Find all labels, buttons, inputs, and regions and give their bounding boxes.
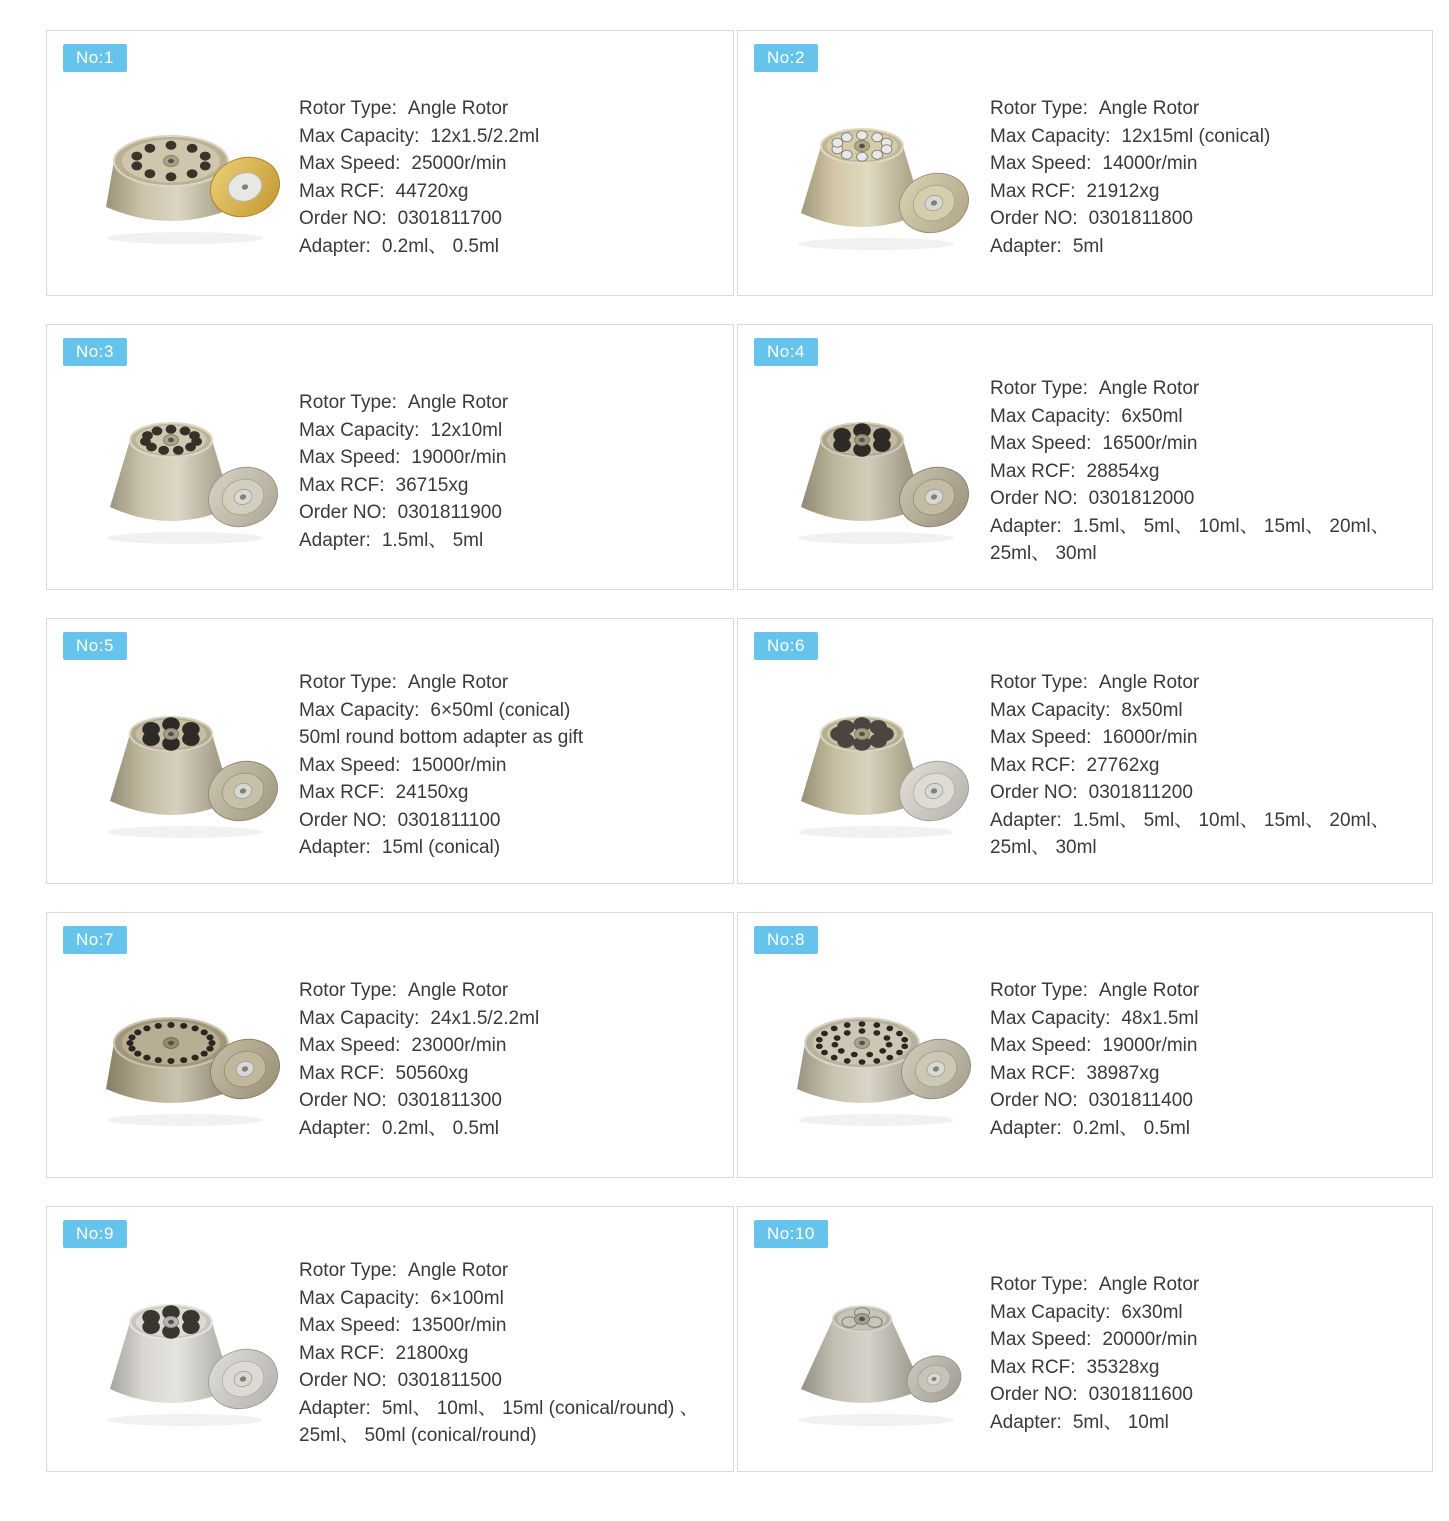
- spec-label: Order NO:: [299, 1370, 387, 1392]
- spec-label: Max Capacity:: [990, 699, 1111, 721]
- spec-value: Angle Rotor: [407, 392, 509, 413]
- product-card: [46, 618, 734, 884]
- spec-line: [990, 697, 1420, 725]
- spec-value: 6×50ml (conical): [430, 699, 571, 721]
- spec-value: 21800xg: [395, 1342, 469, 1364]
- spec-label: Rotor Type:: [299, 98, 397, 119]
- product-card-content: [47, 72, 733, 295]
- spec-label: Max Speed:: [299, 153, 401, 174]
- product-number-badge: No:6: [754, 632, 818, 660]
- spec-value: 0301811200: [1088, 782, 1193, 804]
- spec-value: 50ml round bottom adapter as gift: [299, 727, 584, 749]
- spec-value: 0301811400: [1088, 1090, 1193, 1111]
- spec-line: [299, 752, 721, 780]
- spec-label: Rotor Type:: [990, 1274, 1088, 1295]
- spec-line: [990, 205, 1420, 233]
- product-number-badge: No:3: [63, 338, 127, 366]
- product-card-content: [738, 1248, 1432, 1471]
- spec-list: [990, 1271, 1432, 1436]
- spec-line: [990, 1299, 1420, 1327]
- spec-line: [990, 95, 1420, 123]
- spec-label: Rotor Type:: [299, 1260, 397, 1282]
- spec-label: Max RCF:: [299, 1342, 385, 1364]
- spec-line: [299, 1087, 721, 1115]
- rotor-image: [47, 691, 299, 841]
- spec-value: 5ml、 10ml、 15ml (conical/round) 、 25ml、 50ml (conical/round): [299, 1397, 699, 1447]
- spec-label: Max Capacity:: [299, 419, 420, 441]
- spec-line: [299, 233, 721, 261]
- spec-line: [990, 752, 1420, 780]
- spec-line: [990, 977, 1420, 1005]
- spec-line: [299, 1115, 721, 1143]
- spec-value: 23000r/min: [411, 1035, 507, 1056]
- spec-label: Max RCF:: [990, 460, 1076, 482]
- spec-value: 0301811500: [397, 1370, 502, 1392]
- spec-label: Adapter:: [299, 1117, 371, 1139]
- spec-value: 48x1.5ml: [1121, 1007, 1199, 1029]
- spec-label: Max RCF:: [990, 754, 1076, 776]
- spec-value: Angle Rotor: [1098, 378, 1200, 400]
- spec-list: [990, 977, 1432, 1142]
- spec-value: Angle Rotor: [407, 672, 509, 694]
- spec-line: [990, 779, 1420, 807]
- rotor-image: [47, 1279, 299, 1429]
- spec-value: 0.2ml、 0.5ml: [1072, 1117, 1191, 1139]
- spec-line: [990, 807, 1420, 862]
- product-card-content: [738, 954, 1432, 1177]
- spec-value: 1.5ml、 5ml、 10ml、 15ml、 20ml、 25ml、 30ml: [990, 809, 1390, 859]
- spec-line: [990, 1381, 1420, 1409]
- spec-line: [299, 779, 721, 807]
- spec-label: Adapter:: [990, 1411, 1062, 1433]
- spec-line: [299, 472, 721, 500]
- spec-label: Rotor Type:: [990, 672, 1088, 694]
- spec-value: Angle Rotor: [407, 980, 509, 1001]
- spec-line: [990, 1087, 1420, 1115]
- spec-value: Angle Rotor: [1098, 98, 1200, 119]
- spec-label: Rotor Type:: [299, 672, 397, 694]
- spec-line: [990, 485, 1420, 513]
- product-number-badge: No:7: [63, 926, 127, 954]
- spec-value: 14000r/min: [1102, 153, 1198, 174]
- product-number-badge: No:9: [63, 1220, 127, 1248]
- spec-list: [299, 669, 733, 862]
- spec-label: Max Speed:: [299, 754, 401, 776]
- spec-label: Adapter:: [990, 235, 1062, 257]
- spec-value: 19000r/min: [411, 447, 507, 468]
- spec-value: Angle Rotor: [1098, 1274, 1200, 1295]
- spec-value: 6x50ml: [1121, 405, 1183, 427]
- product-card: [46, 912, 734, 1178]
- rotor-image: [738, 103, 990, 253]
- spec-list: [299, 389, 733, 554]
- product-card: [46, 324, 734, 590]
- rotor-image: [47, 103, 299, 253]
- spec-line: [299, 1032, 721, 1060]
- spec-label: Order NO:: [299, 809, 387, 831]
- spec-label: Max Capacity:: [990, 125, 1111, 147]
- product-card: [737, 324, 1433, 590]
- rotor-image: [47, 985, 299, 1135]
- rotor-image: [47, 397, 299, 547]
- spec-label: Max Speed:: [299, 1315, 401, 1337]
- spec-line: [990, 430, 1420, 458]
- spec-label: Max Capacity:: [299, 125, 420, 147]
- spec-value: Angle Rotor: [1098, 980, 1200, 1001]
- spec-label: Max RCF:: [990, 180, 1076, 202]
- spec-line: [299, 417, 721, 445]
- spec-label: Max Capacity:: [299, 1007, 420, 1029]
- product-card: [737, 1206, 1433, 1472]
- spec-line: [299, 1005, 721, 1033]
- spec-value: 0301811800: [1088, 208, 1193, 229]
- spec-value: 0301812000: [1088, 488, 1195, 510]
- spec-value: 25000r/min: [411, 153, 507, 174]
- product-card-content: [738, 366, 1432, 589]
- spec-line: [299, 527, 721, 555]
- spec-value: 15ml (conical): [381, 837, 501, 859]
- spec-label: Max RCF:: [299, 474, 385, 496]
- spec-line: [299, 499, 721, 527]
- product-card-content: [47, 1248, 733, 1471]
- product-number-badge: No:10: [754, 1220, 828, 1248]
- spec-line: [299, 444, 721, 472]
- product-card-content: [47, 660, 733, 883]
- spec-value: Angle Rotor: [407, 98, 509, 119]
- spec-label: Max RCF:: [990, 1062, 1076, 1084]
- spec-value: 6×100ml: [430, 1287, 504, 1309]
- product-number-badge: No:4: [754, 338, 818, 366]
- spec-value: 5ml: [1072, 235, 1104, 257]
- spec-list: [990, 95, 1432, 260]
- spec-value: 20000r/min: [1102, 1329, 1198, 1350]
- spec-line: [990, 1326, 1420, 1354]
- spec-label: Order NO:: [299, 1090, 387, 1111]
- spec-label: Max Speed:: [990, 727, 1092, 749]
- spec-label: Adapter:: [299, 235, 371, 257]
- spec-value: Angle Rotor: [1098, 672, 1200, 694]
- spec-line: [990, 403, 1420, 431]
- spec-line: [299, 1060, 721, 1088]
- spec-value: 36715xg: [395, 474, 469, 496]
- product-card-content: [47, 954, 733, 1177]
- product-card: [737, 912, 1433, 1178]
- spec-value: 0.2ml、 0.5ml: [381, 1117, 500, 1139]
- spec-label: Order NO:: [990, 1090, 1078, 1111]
- product-number-badge: No:8: [754, 926, 818, 954]
- spec-line: [990, 1271, 1420, 1299]
- spec-value: 16000r/min: [1102, 727, 1198, 749]
- rotor-image: [738, 397, 990, 547]
- product-card: [737, 618, 1433, 884]
- spec-label: Max Speed:: [299, 447, 401, 468]
- spec-label: Max RCF:: [299, 1062, 385, 1084]
- spec-value: 38987xg: [1086, 1062, 1160, 1084]
- spec-line: [299, 669, 721, 697]
- spec-line: [990, 150, 1420, 178]
- product-card: [46, 1206, 734, 1472]
- spec-line: [299, 389, 721, 417]
- spec-line: [990, 375, 1420, 403]
- spec-label: Adapter:: [299, 1397, 371, 1419]
- spec-label: Order NO:: [990, 1384, 1078, 1405]
- spec-label: Max Speed:: [990, 1035, 1092, 1056]
- spec-line: [299, 205, 721, 233]
- spec-value: 0301811900: [397, 502, 502, 523]
- spec-line: [299, 834, 721, 862]
- spec-line: [990, 724, 1420, 752]
- spec-value: 0.2ml、 0.5ml: [381, 235, 500, 257]
- spec-value: 24x1.5/2.2ml: [430, 1007, 540, 1029]
- spec-value: 15000r/min: [411, 754, 507, 776]
- rotor-image: [738, 1279, 990, 1429]
- spec-label: Max Speed:: [990, 433, 1092, 455]
- spec-line: [299, 977, 721, 1005]
- spec-label: Adapter:: [990, 515, 1062, 537]
- spec-line: [990, 1115, 1420, 1143]
- spec-label: Max RCF:: [299, 782, 385, 804]
- product-card-content: [738, 72, 1432, 295]
- spec-label: Order NO:: [990, 782, 1078, 804]
- spec-list: [990, 375, 1432, 568]
- product-card-content: [47, 366, 733, 589]
- spec-line: [299, 724, 721, 752]
- spec-label: Max Capacity:: [299, 1287, 420, 1309]
- spec-label: Max Capacity:: [990, 1301, 1111, 1323]
- spec-value: 0301811700: [397, 208, 502, 229]
- spec-list: [990, 669, 1432, 862]
- spec-list: [299, 95, 733, 260]
- product-card: [46, 30, 734, 296]
- spec-line: [299, 123, 721, 151]
- spec-label: Max Speed:: [299, 1035, 401, 1056]
- spec-value: 13500r/min: [411, 1315, 507, 1337]
- spec-line: [990, 178, 1420, 206]
- spec-label: Adapter:: [299, 529, 371, 551]
- spec-line: [299, 95, 721, 123]
- spec-label: Order NO:: [299, 208, 387, 229]
- spec-label: Max Speed:: [990, 1329, 1092, 1350]
- spec-label: Order NO:: [990, 208, 1078, 229]
- spec-value: 5ml、 10ml: [1072, 1411, 1169, 1433]
- product-number-badge: No:1: [63, 44, 127, 72]
- spec-line: [990, 233, 1420, 261]
- spec-value: 0301811300: [397, 1090, 502, 1111]
- spec-label: Adapter:: [990, 809, 1062, 831]
- spec-value: 1.5ml、 5ml: [381, 529, 484, 551]
- spec-line: [299, 1257, 721, 1285]
- spec-line: [990, 669, 1420, 697]
- spec-label: Rotor Type:: [990, 378, 1088, 400]
- product-number-badge: No:5: [63, 632, 127, 660]
- spec-value: 12x10ml: [430, 419, 503, 441]
- rotor-image: [738, 691, 990, 841]
- spec-label: Adapter:: [299, 837, 371, 859]
- product-card-content: [738, 660, 1432, 883]
- spec-label: Order NO:: [299, 502, 387, 523]
- spec-value: 0301811600: [1088, 1384, 1193, 1405]
- spec-value: 28854xg: [1086, 460, 1160, 482]
- spec-label: Max RCF:: [990, 1356, 1076, 1378]
- spec-value: 12x15ml (conical): [1121, 125, 1271, 147]
- spec-label: Max Capacity:: [990, 1007, 1111, 1029]
- spec-label: Max Speed:: [990, 153, 1092, 174]
- spec-line: [990, 1032, 1420, 1060]
- spec-value: 19000r/min: [1102, 1035, 1198, 1056]
- rotor-image: [738, 985, 990, 1135]
- spec-line: [990, 123, 1420, 151]
- spec-list: [299, 1257, 733, 1450]
- spec-line: [299, 1312, 721, 1340]
- spec-line: [299, 1367, 721, 1395]
- spec-label: Max RCF:: [299, 180, 385, 202]
- spec-value: 44720xg: [395, 180, 469, 202]
- spec-value: 27762xg: [1086, 754, 1160, 776]
- product-card: [737, 30, 1433, 296]
- spec-line: [299, 1285, 721, 1313]
- spec-value: 16500r/min: [1102, 433, 1198, 455]
- spec-value: 8x50ml: [1121, 699, 1183, 721]
- spec-line: [990, 1409, 1420, 1437]
- spec-value: 35328xg: [1086, 1356, 1160, 1378]
- spec-value: 0301811100: [397, 809, 501, 831]
- spec-line: [299, 697, 721, 725]
- spec-list: [299, 977, 733, 1142]
- spec-line: [990, 1060, 1420, 1088]
- spec-label: Rotor Type:: [299, 980, 397, 1001]
- spec-label: Rotor Type:: [299, 392, 397, 413]
- spec-value: 50560xg: [395, 1062, 469, 1084]
- spec-line: [990, 1005, 1420, 1033]
- spec-value: 21912xg: [1086, 180, 1160, 202]
- spec-line: [990, 1354, 1420, 1382]
- spec-label: Rotor Type:: [990, 98, 1088, 119]
- spec-value: 12x1.5/2.2ml: [430, 125, 540, 147]
- product-number-badge: No:2: [754, 44, 818, 72]
- spec-value: Angle Rotor: [407, 1260, 509, 1282]
- spec-label: Order NO:: [990, 488, 1078, 510]
- spec-value: 24150xg: [395, 782, 469, 804]
- spec-line: [990, 513, 1420, 568]
- spec-label: Rotor Type:: [990, 980, 1088, 1001]
- spec-label: Max Capacity:: [299, 699, 420, 721]
- spec-line: [299, 1395, 721, 1450]
- spec-line: [299, 1340, 721, 1368]
- spec-line: [299, 807, 721, 835]
- spec-line: [990, 458, 1420, 486]
- spec-value: 6x30ml: [1121, 1301, 1183, 1323]
- spec-label: Max Capacity:: [990, 405, 1111, 427]
- spec-label: Adapter:: [990, 1117, 1062, 1139]
- spec-value: 1.5ml、 5ml、 10ml、 15ml、 20ml、 25ml、 30ml: [990, 515, 1390, 565]
- spec-line: [299, 178, 721, 206]
- spec-line: [299, 150, 721, 178]
